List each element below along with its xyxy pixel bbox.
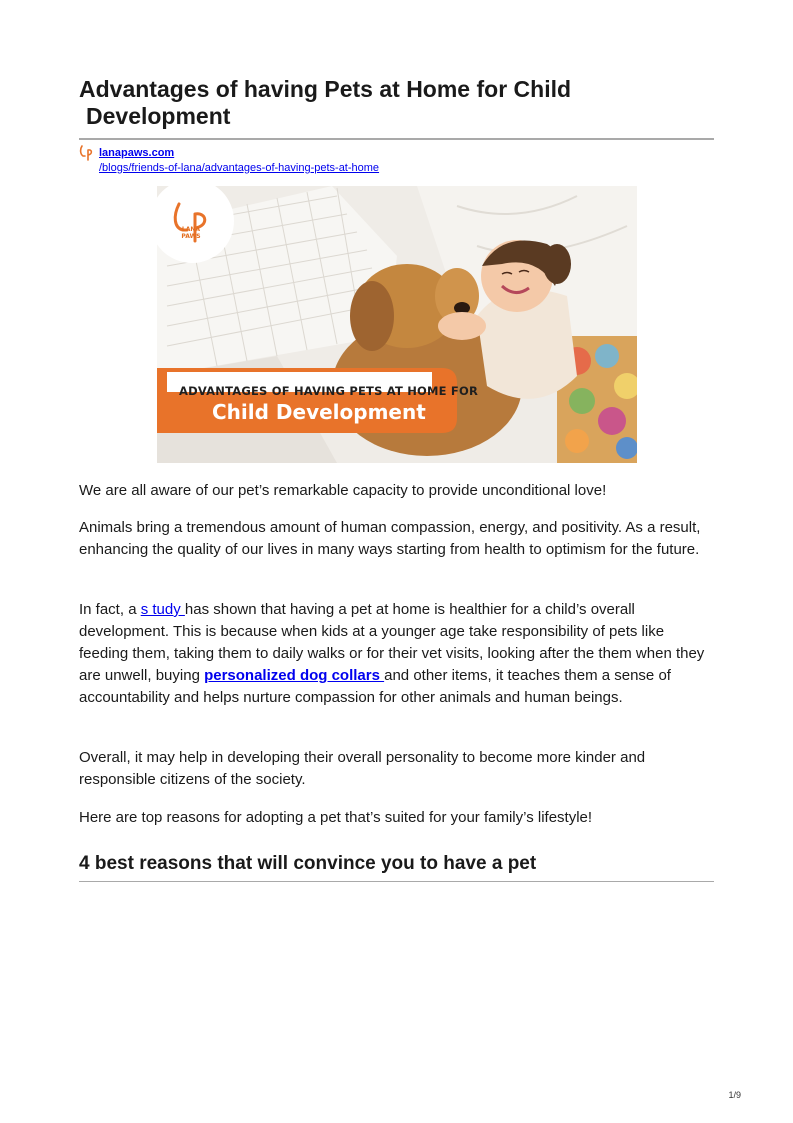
paragraph-3 <box>79 599 714 709</box>
page-title <box>79 76 714 130</box>
hero-brand-line-1: LANA <box>181 226 201 233</box>
lana-paws-logo-icon <box>79 145 95 161</box>
source-block <box>79 145 714 179</box>
title-line-1: Advantages of having Pets at Home for Child <box>79 76 572 102</box>
source-path-link[interactable]: /blogs/friends-of-lana/advantages-of-having-pets-at-home <box>99 162 380 174</box>
paragraph-5: Here are top reasons for adopting a pet that’s suited for your family’s lifestyle! <box>79 809 593 826</box>
paragraph-4: Overall, it may help in developing their overall personality to become more kinder and responsible citizens of the society. <box>79 749 646 788</box>
paragraph-2: Animals bring a tremendous amount of human compassion, energy, and positivity. As a result, enhancing the quality of our lives in many ways starting from health to optimism for the future. <box>79 519 701 558</box>
hero-banner-line-1: ADVANTAGES OF HAVING PETS AT HOME FOR <box>179 384 479 398</box>
source-domain-link[interactable]: lanapaws.com <box>99 147 175 159</box>
paragraph-3-text-start: In fact, a <box>79 601 141 618</box>
section-divider <box>79 881 714 882</box>
title-divider <box>79 138 714 140</box>
page-number: 1/9 <box>728 1090 741 1100</box>
paragraph-1: We are all aware of our pet’s remarkable capacity to provide unconditional love! <box>79 482 607 499</box>
section-heading: 4 best reasons that will convince you to have a pet <box>79 853 537 874</box>
hero-brand-text <box>176 226 206 240</box>
hero-brand-line-2: PAWS <box>181 233 201 240</box>
hero-banner-line-2: Child Development <box>212 400 426 424</box>
title-line-2: Development <box>86 103 231 129</box>
hero-image <box>157 186 637 463</box>
paragraph-3-text-end: and other items, it teaches them a sense of accountability and helps nurture compassion for other animals and human beings. <box>79 667 671 706</box>
personalized-dog-collars-link[interactable]: personalized dog collars <box>204 667 385 684</box>
paragraph-3-text-middle: has shown that having a pet at home is healthier for a child’s overall development. This is because when kids at a younger age take responsibility of pets like feeding them, taking them to daily walks or for their vet visits, looking after the them when they are unwell, buying <box>79 601 705 684</box>
study-link[interactable]: s tudy <box>140 601 185 618</box>
